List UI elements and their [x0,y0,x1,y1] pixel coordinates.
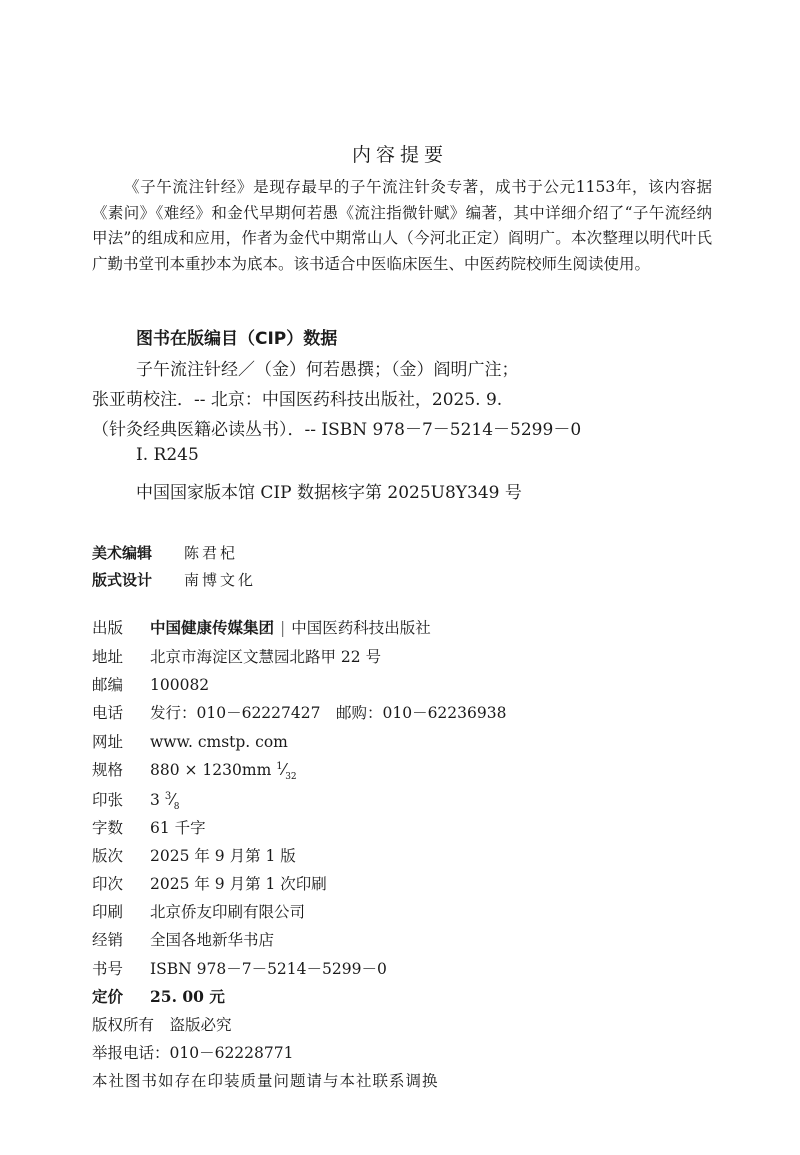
fraction-numerator: 1 [276,761,283,772]
editor-label: 美术编辑 [92,544,153,562]
notice-line: 本社图书如存在印装质量问题请与本社联系调换 [92,1072,439,1090]
cip-line-1: 子午流注针经／（金）何若愚撰；（金）阎明广注； [136,360,519,380]
cip-title: 图书在版编目（CIP）数据 [136,329,338,349]
size-row [92,758,297,782]
fraction-numerator: 3 [164,791,172,802]
info-label: 地址 [92,648,124,666]
postcode-row [92,673,209,695]
info-label: 版次 [92,847,124,865]
editor-value: 南博文化 [184,571,257,589]
info-value: 全国各地新华书店 [150,931,275,949]
edition-row [92,844,296,866]
info-label: 定价 [92,987,124,1006]
editor-label: 版式设计 [92,571,153,589]
info-label: 印张 [92,791,124,809]
phone-row [92,701,506,723]
fraction-slash: ⁄ [171,791,174,809]
info-label: 网址 [92,733,124,751]
info-label: 印次 [92,875,124,893]
fraction-denominator: 32 [285,772,297,782]
fraction-denominator: 8 [173,802,180,812]
price-row [92,985,225,1007]
report-line: 举报电话：010－62228771 [92,1044,294,1062]
cip-line-3: （针灸经典医籍必读丛书）．-- ISBN 978－7－5214－5299－0 [92,420,582,440]
rights-line: 版权所有 盗版必究 [92,1016,232,1034]
publisher-separator: | [280,619,286,637]
publisher-row [92,616,431,638]
sheets-row [92,788,180,812]
info-value: 北京侨友印刷有限公司 [150,903,306,921]
info-value: ISBN 978－7－5214－5299－0 [150,960,387,978]
page-heading: 内容提要 [351,144,448,166]
info-value: 发行：010－62227427 邮购：010－62236938 [150,704,507,722]
address-row [92,645,381,667]
info-label: 规格 [92,761,124,779]
info-label: 邮编 [92,676,124,694]
info-label: 电话 [92,704,124,722]
info-label: 书号 [92,960,124,978]
cip-line-5: 中国国家版本馆 CIP 数据核字第 2025U8Y349 号 [136,483,522,503]
printer-row [92,900,305,922]
info-value: 3 [150,791,160,809]
info-value: 25. 00 元 [150,987,225,1006]
summary-paragraph: 《子午流注针经》是现存最早的子午流注针灸专著，成书于公元1153年，该内容据《素问》《难经》和金代早期何若愚《流注指微针赋》编著，其中详细介绍了“子午流经纳甲法”的组成和应用，作者为金代中期常山人（今河北正定）阎明广。本次整理以明代叶氏广勤书堂刊本重抄本为底本。该书适合中医临床医生、中医药院校师生阅读使用。 [92,178,712,273]
info-value: 北京市海淀区文慧园北路甲 22 号 [150,648,382,666]
editor-row [92,569,256,590]
fraction-slash: ⁄ [282,761,286,779]
isbn-row [92,957,387,979]
info-value: 100082 [150,676,210,694]
info-label: 印刷 [92,903,124,921]
editor-row [92,542,238,563]
cip-line-4: Ⅰ. R245 [136,445,199,465]
info-label: 经销 [92,931,124,949]
info-label: 出版 [92,619,124,637]
info-value: 2025 年 9 月第 1 次印刷 [150,875,327,893]
publisher-group: 中国健康传媒集团 [150,618,275,637]
publisher-house: 中国医药科技出版社 [291,619,431,637]
cip-line-2: 张亚萌校注．-- 北京：中国医药科技出版社，2025. 9. [92,390,503,410]
info-value: www. cmstp. com [150,733,288,751]
editor-value: 陈君杞 [184,544,239,562]
words-row [92,816,206,838]
info-label: 字数 [92,819,124,837]
info-value: 61 千字 [150,819,206,837]
printing-row [92,872,327,894]
info-value: 880 × 1230mm [150,761,272,779]
distributor-row [92,928,274,950]
website-row [92,730,288,752]
info-value: 2025 年 9 月第 1 版 [150,847,296,865]
